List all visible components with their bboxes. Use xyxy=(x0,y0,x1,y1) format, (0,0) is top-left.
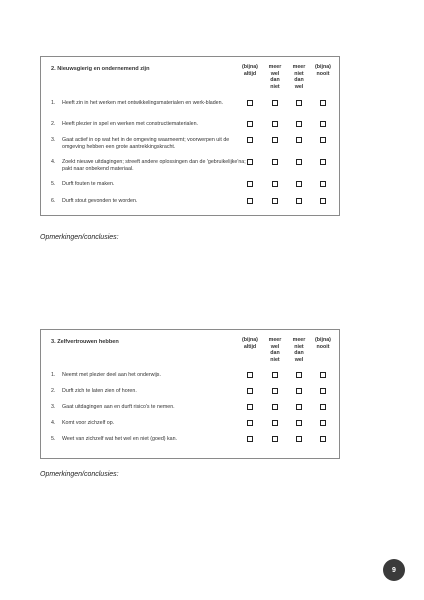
column-header-always: (bijna) altijd xyxy=(242,337,258,350)
checkbox-never[interactable] xyxy=(320,372,326,378)
checkbox-always[interactable] xyxy=(247,436,253,442)
checkbox-more-no[interactable] xyxy=(296,404,302,410)
checkbox-more-yes[interactable] xyxy=(272,137,278,143)
item-number: 6. xyxy=(51,198,56,204)
checkbox-more-no[interactable] xyxy=(296,436,302,442)
checkbox-more-yes[interactable] xyxy=(272,159,278,165)
item-text: Komt voor zichzelf op. xyxy=(62,420,115,426)
item-text: Gaat actief in op wat het in de omgeving waarneemt; voorwerpen uit de omgeving hebben een grote aantrekkingskracht. xyxy=(62,137,230,150)
column-header-always: (bijna) altijd xyxy=(242,64,258,77)
checkbox-more-no[interactable] xyxy=(296,181,302,187)
item-number: 5. xyxy=(51,181,56,187)
checkbox-more-yes[interactable] xyxy=(272,121,278,127)
checkbox-never[interactable] xyxy=(320,198,326,204)
item-text: Durft zich te laten zien of horen. xyxy=(62,388,137,394)
checkbox-more-no[interactable] xyxy=(296,388,302,394)
section-3-box xyxy=(40,329,340,459)
checkbox-more-no[interactable] xyxy=(296,121,302,127)
page-number-badge xyxy=(383,559,405,581)
checkbox-never[interactable] xyxy=(320,137,326,143)
item-number: 2. xyxy=(51,121,56,127)
section-title: 2. Nieuwsgierig en ondernemend zijn xyxy=(51,66,150,72)
item-text: Durft stout gevonden te worden. xyxy=(62,198,138,204)
checkbox-always[interactable] xyxy=(247,121,253,127)
checkbox-always[interactable] xyxy=(247,420,253,426)
column-header-never: (bijna) nooit xyxy=(315,337,331,350)
checkbox-always[interactable] xyxy=(247,181,253,187)
checkbox-more-no[interactable] xyxy=(296,198,302,204)
checkbox-never[interactable] xyxy=(320,404,326,410)
checkbox-more-no[interactable] xyxy=(296,159,302,165)
item-number: 3. xyxy=(51,404,56,410)
item-text: Heeft plezier in spel en werken met constructiematerialen. xyxy=(62,121,199,127)
column-header-never: (bijna) nooit xyxy=(315,64,331,77)
item-text: Gaat uitdagingen aan en durft risico's te nemen. xyxy=(62,404,175,410)
item-number: 4. xyxy=(51,420,56,426)
checkbox-always[interactable] xyxy=(247,372,253,378)
section-title: 3. Zelfvertrouwen hebben xyxy=(51,339,119,345)
column-header-more-yes: meer wel dan niet xyxy=(268,337,282,363)
remarks-label: Opmerkingen/conclusies: xyxy=(40,234,119,241)
item-text: Weet van zichzelf wat het wel en niet (goed) kan. xyxy=(62,436,178,442)
checkbox-never[interactable] xyxy=(320,121,326,127)
checkbox-more-no[interactable] xyxy=(296,137,302,143)
checkbox-more-yes[interactable] xyxy=(272,404,278,410)
column-header-more-yes: meer wel dan niet xyxy=(268,64,282,90)
item-text: Neemt met plezier deel aan het onderwijs. xyxy=(62,372,161,378)
checkbox-never[interactable] xyxy=(320,100,326,106)
page-number: 9 xyxy=(392,566,396,574)
checkbox-always[interactable] xyxy=(247,388,253,394)
checkbox-more-yes[interactable] xyxy=(272,388,278,394)
item-number: 1. xyxy=(51,372,56,378)
checkbox-more-no[interactable] xyxy=(296,420,302,426)
checkbox-always[interactable] xyxy=(247,159,253,165)
checkbox-never[interactable] xyxy=(320,436,326,442)
checkbox-never[interactable] xyxy=(320,181,326,187)
checkbox-more-yes[interactable] xyxy=(272,436,278,442)
column-header-more-no: meer niet dan wel xyxy=(292,337,306,363)
remarks-label: Opmerkingen/conclusies: xyxy=(40,471,119,478)
item-text: Zoekt nieuwe uitdagingen; streeft andere oplossingen dan de 'gebruikelijke'na; pakt naar onbekend materiaal. xyxy=(62,159,246,172)
checkbox-more-yes[interactable] xyxy=(272,372,278,378)
checkbox-always[interactable] xyxy=(247,137,253,143)
checkbox-never[interactable] xyxy=(320,159,326,165)
checkbox-never[interactable] xyxy=(320,420,326,426)
checkbox-more-yes[interactable] xyxy=(272,100,278,106)
item-text: Durft fouten te maken. xyxy=(62,181,115,187)
item-number: 2. xyxy=(51,388,56,394)
checkbox-always[interactable] xyxy=(247,198,253,204)
item-number: 4. xyxy=(51,159,56,165)
item-number: 3. xyxy=(51,137,56,143)
checkbox-more-no[interactable] xyxy=(296,100,302,106)
item-text: Heeft zin in het werken met ontwikkelingsmaterialen en werk-bladen. xyxy=(62,100,224,106)
column-header-more-no: meer niet dan wel xyxy=(292,64,306,90)
checkbox-never[interactable] xyxy=(320,388,326,394)
section-2-box xyxy=(40,56,340,216)
checkbox-more-yes[interactable] xyxy=(272,420,278,426)
checkbox-more-no[interactable] xyxy=(296,372,302,378)
checkbox-more-yes[interactable] xyxy=(272,181,278,187)
checkbox-always[interactable] xyxy=(247,100,253,106)
checkbox-more-yes[interactable] xyxy=(272,198,278,204)
item-number: 5. xyxy=(51,436,56,442)
item-number: 1. xyxy=(51,100,56,106)
checkbox-always[interactable] xyxy=(247,404,253,410)
